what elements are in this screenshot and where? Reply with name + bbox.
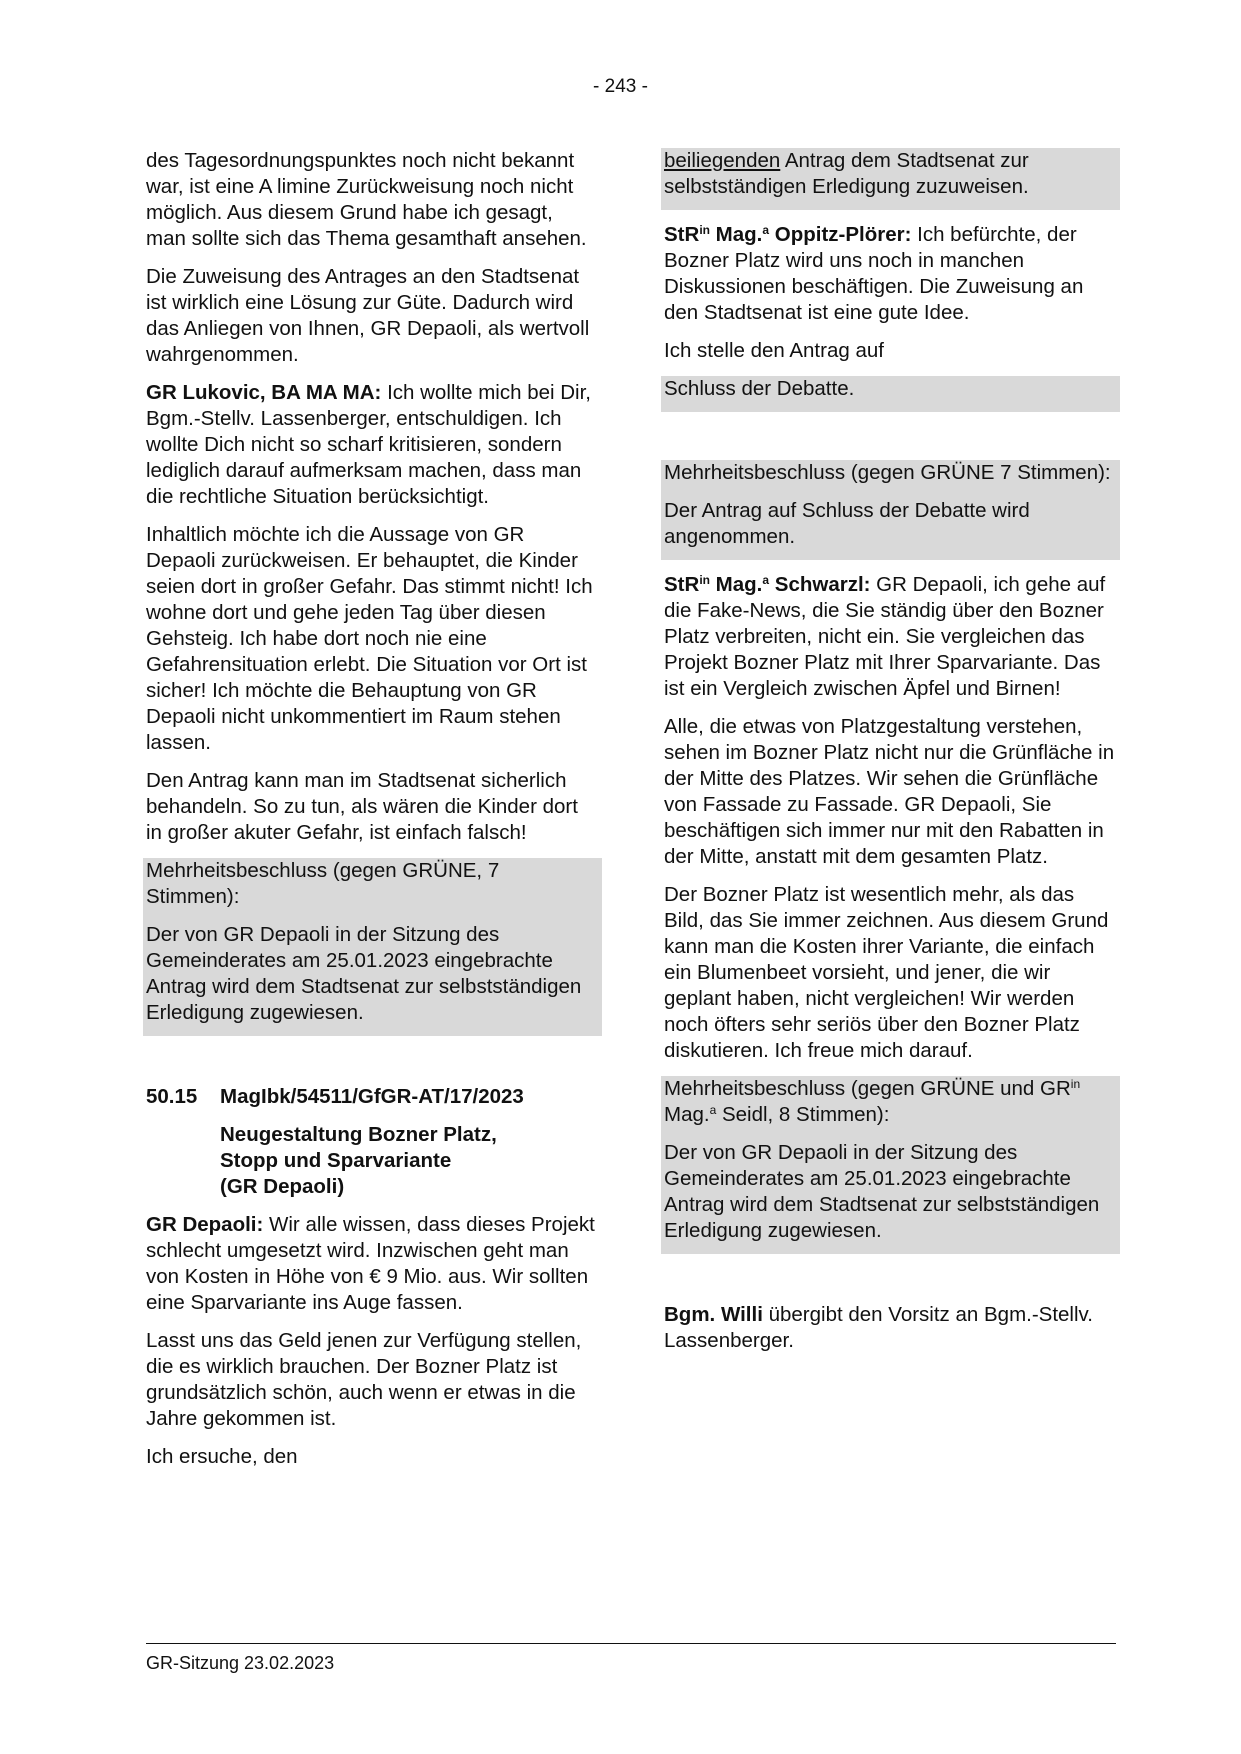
left-column xyxy=(146,148,598,1482)
speaker-degree: Mag. xyxy=(709,573,763,596)
speaker-name: Bgm. Willi xyxy=(664,1303,763,1326)
vote-text: Mag. xyxy=(664,1103,710,1126)
resolution-box xyxy=(661,460,1120,560)
speaker-degree: Mag. xyxy=(709,223,763,246)
speech-text: Ich wollte mich bei Dir, Bgm.-Stellv. Lassenberger, entschuldigen. Ich wollte Dich nicht so scharf kritisieren, sondern lediglich darauf aufmerksam machen, dass man die rechtliche Situation berücksichtigt. xyxy=(146,381,591,508)
paragraph: Die Zuweisung des Antrages an den Stadtsenat ist wirklich eine Lösung zur Güte. Dadurch wird das Anliegen von Ihnen, GR Depaoli, als wertvoll wahrgenommen. xyxy=(146,265,590,366)
agenda-title-line: (GR Depaoli) xyxy=(220,1175,345,1198)
motion-text: Schluss der Debatte. xyxy=(664,377,855,400)
spacer xyxy=(664,424,1116,460)
motion-box xyxy=(661,148,1120,210)
speaker-title: StR xyxy=(664,573,700,596)
footer-divider xyxy=(146,1643,1116,1644)
speech-paragraph xyxy=(146,1212,598,1316)
speech-paragraph xyxy=(664,222,1116,326)
resolution-box xyxy=(661,1076,1120,1254)
spacer xyxy=(664,1266,1116,1302)
agenda-title-line: Stopp und Sparvariante xyxy=(220,1149,452,1172)
paragraph: Ich stelle den Antrag auf xyxy=(664,339,884,362)
superscript: a xyxy=(762,573,770,587)
footer-text: GR-Sitzung 23.02.2023 xyxy=(146,1653,335,1673)
speech-text: Ich befürchte, der Bozner Platz wird uns noch in manchen Diskussionen beschäftigen. Die Zuweisung an den Stadtsenat ist eine gute Idee. xyxy=(664,223,1084,324)
speaker-surname: Oppitz-Plörer: xyxy=(769,223,912,246)
speaker-title: StR xyxy=(664,223,700,246)
vote-text: Mehrheitsbeschluss (gegen GRÜNE und GR xyxy=(664,1077,1071,1100)
superscript: in xyxy=(699,223,710,237)
speech-text: übergibt den Vorsitz an Bgm.-Stellv. Lassenberger. xyxy=(664,1303,1093,1352)
speaker-name xyxy=(664,223,911,246)
decision-text: Der von GR Depaoli in der Sitzung des Gemeinderates am 25.01.2023 eingebrachte Antrag wird dem Stadtsenat zur selbstständigen Erledigung zugewiesen. xyxy=(664,1141,1100,1242)
page-number: - 243 - xyxy=(593,76,648,97)
resolution-box xyxy=(143,858,602,1036)
superscript: a xyxy=(709,1103,717,1117)
speaker-name xyxy=(664,573,870,596)
spacer xyxy=(146,1048,598,1084)
agenda-number: 50.15 xyxy=(146,1085,198,1108)
paragraph: Alle, die etwas von Platzgestaltung verstehen, sehen im Bozner Platz nicht nur die Grünfläche in der Mitte des Platzes. Wir sehen die Grünfläche von Fassade zu Fassade. GR Depaoli, Sie beschäftigen sich immer nur mit den Rabatten in der Mitte, anstatt mit dem gesamten Platz. xyxy=(664,715,1115,868)
paragraph: Den Antrag kann man im Stadtsenat sicherlich behandeln. So zu tun, als wären die Kinder dort in großer akuter Gefahr, ist einfach falsch! xyxy=(146,769,578,844)
speech-paragraph xyxy=(664,572,1116,702)
agenda-item-heading xyxy=(146,1084,598,1110)
speech-text: GR Depaoli, ich gehe auf die Fake-News, die Sie ständig über den Bozner Platz verbreiten, nicht ein. Sie vergleichen das Projekt Bozner Platz mit Ihrer Sparvariante. Das ist ein Vergleich zwischen Äpfel und Birnen! xyxy=(664,573,1106,700)
paragraph: des Tagesordnungspunktes noch nicht bekannt war, ist eine A limine Zurückweisung noch nicht möglich. Aus diesem Grund habe ich gesagt, man sollte sich das Thema gesamthaft ansehen. xyxy=(146,149,587,250)
right-column xyxy=(664,148,1116,1366)
vote-result: Mehrheitsbeschluss (gegen GRÜNE 7 Stimmen): xyxy=(664,461,1111,484)
motion-rest: Antrag dem Stadtsenat zur selbstständigen Erledigung zuzuweisen. xyxy=(664,149,1029,198)
paragraph: Lasst uns das Geld jenen zur Verfügung stellen, die es wirklich brauchen. Der Bozner Platz ist grundsätzlich schön, auch wenn er etwas in die Jahre gekommen ist. xyxy=(146,1329,582,1430)
decision-text: Der von GR Depaoli in der Sitzung des Gemeinderates am 25.01.2023 eingebrachte Antrag wird dem Stadtsenat zur selbstständigen Erledigung zugewiesen. xyxy=(146,923,582,1024)
speech-paragraph xyxy=(146,380,598,510)
speech-text: Wir alle wissen, dass dieses Projekt schlecht umgesetzt wird. Inzwischen geht man von Kosten in Höhe von € 9 Mio. aus. Wir sollten eine Sparvariante ins Auge fassen. xyxy=(146,1213,595,1314)
paragraph: Der Bozner Platz ist wesentlich mehr, als das Bild, das Sie immer zeichnen. Aus diesem Grund kann man die Kosten ihrer Variante, die einfach ein Blumenbeet vorsieht, und jener, die wir geplant haben, nicht vergleichen! Wir werden noch öfters sehr seriös über den Bozner Platz diskutieren. Ich freue mich darauf. xyxy=(664,883,1109,1062)
vote-result: Mehrheitsbeschluss (gegen GRÜNE, 7 Stimmen): xyxy=(146,859,500,908)
agenda-title xyxy=(220,1122,598,1200)
paragraph: Ich ersuche, den xyxy=(146,1445,298,1468)
speech-paragraph xyxy=(664,1302,1116,1354)
superscript: in xyxy=(699,573,710,587)
vote-result xyxy=(664,1076,1116,1128)
agenda-reference: MagIbk/54511/GfGR-AT/17/2023 xyxy=(220,1085,524,1108)
motion-box xyxy=(661,376,1120,412)
vote-text: Seidl, 8 Stimmen): xyxy=(716,1103,890,1126)
agenda-title-line: Neugestaltung Bozner Platz, xyxy=(220,1123,497,1146)
underlined-word: beiliegenden xyxy=(664,149,781,172)
decision-text: Der Antrag auf Schluss der Debatte wird angenommen. xyxy=(664,499,1030,548)
speaker-surname: Schwarzl: xyxy=(769,573,871,596)
speaker-name: GR Lukovic, BA MA MA: xyxy=(146,381,382,404)
motion-text xyxy=(664,148,1116,210)
paragraph: Inhaltlich möchte ich die Aussage von GR Depaoli zurückweisen. Er behauptet, die Kinder seien dort in großer Gefahr. Das stimmt nicht! Ich wohne dort und gehe jeden Tag über diesen Gehsteig. Ich habe dort noch nie eine Gefahrensituation erlebt. Die Situation vor Ort ist sicher! Ich möchte die Behauptung von GR Depaoli nicht unkommentiert im Raum stehen lassen. xyxy=(146,523,593,754)
superscript: in xyxy=(1070,1077,1081,1091)
superscript: a xyxy=(762,223,770,237)
speaker-name: GR Depaoli: xyxy=(146,1213,264,1236)
